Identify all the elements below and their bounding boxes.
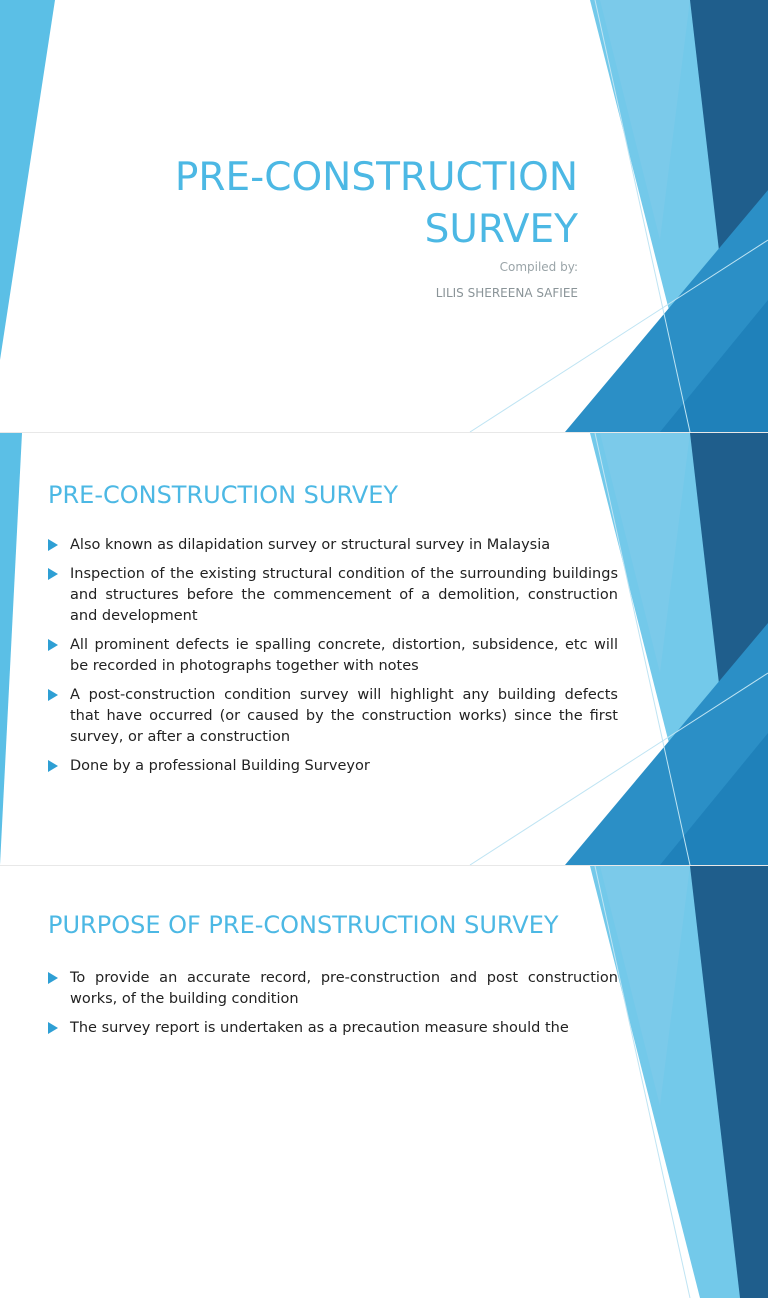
page-title <box>175 152 578 256</box>
bullet-arrow-icon <box>48 639 58 651</box>
slide-heading: PRE-CONSTRUCTION SURVEY <box>48 481 399 509</box>
list-item <box>48 685 618 748</box>
content-slide-definition <box>0 433 768 865</box>
list-item <box>48 535 618 556</box>
left-accent-shape <box>0 0 55 360</box>
title-line-1: PRE-CONSTRUCTION <box>174 155 578 200</box>
bullet-arrow-icon <box>48 689 58 701</box>
bullet-list <box>48 968 618 1047</box>
title-slide <box>0 0 768 432</box>
bullet-text: The survey report is undertaken as a precaution measure should the <box>70 1020 569 1036</box>
bullet-text: To provide an accurate record, pre-construction and post construction works, of the building condition <box>70 970 618 1007</box>
list-item <box>48 1018 618 1039</box>
bullet-arrow-icon <box>48 539 58 551</box>
bullet-text: Inspection of the existing structural condition of the surrounding buildings and structures before the commencement of a demolition, construction and development <box>70 566 618 624</box>
bullet-arrow-icon <box>48 972 58 984</box>
list-item <box>48 635 618 677</box>
list-item <box>48 968 618 1010</box>
compiled-label: Compiled by: <box>499 260 578 274</box>
slide-heading: PURPOSE OF PRE-CONSTRUCTION SURVEY <box>48 911 559 939</box>
list-item <box>48 756 618 777</box>
content-slide-purpose <box>0 866 768 1298</box>
author-name: LILIS SHEREENA SAFIEE <box>435 286 578 300</box>
bullet-text: Done by a professional Building Surveyor <box>70 758 370 774</box>
bullet-text: A post-construction condition survey will highlight any building defects that have occurred (or caused by the construction works) since the first survey, or after a construction <box>70 687 618 745</box>
list-item <box>48 564 618 627</box>
bullet-arrow-icon <box>48 568 58 580</box>
bullet-arrow-icon <box>48 760 58 772</box>
bullet-list <box>48 535 618 785</box>
bullet-text: Also known as dilapidation survey or structural survey in Malaysia <box>70 537 551 553</box>
title-line-2: SURVEY <box>424 207 578 252</box>
left-accent-shape <box>0 433 22 865</box>
bullet-text: All prominent defects ie spalling concrete, distortion, subsidence, etc will be recorded in photographs together with notes <box>70 637 618 674</box>
